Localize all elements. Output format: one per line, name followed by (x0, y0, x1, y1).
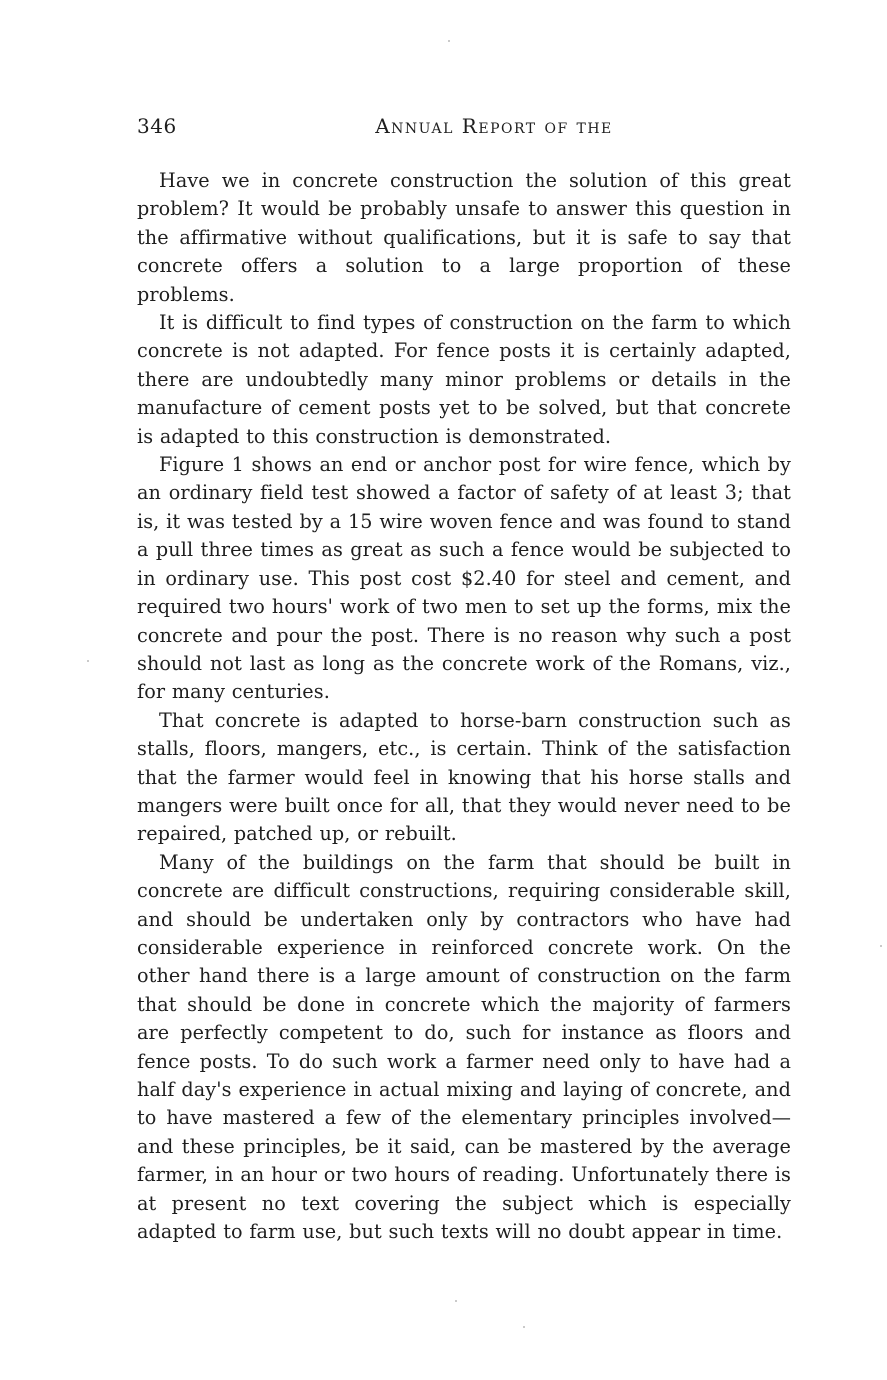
paragraph-farm-buildings: Many of the buildings on the farm that should be built in concrete are difficult constructions, requiring considerable skill, and should be undertaken only by contractors who have had considerable experience in reinforced concrete work. On the other hand there is a large amount of construction on the farm that should be done in concrete which the majority of farmers are perfectly competent to do, such for instance as floors and fence posts. To do such work a farmer need only to have had a half day's experience in actual mixing and laying of concrete, and to have mastered a few of the elementary principles involved—and these principles, be it said, can be mastered by the average farmer, in an hour or two hours of reading. Unfortunately there is at present no text covering the subject which is especially adapted to farm use, but such texts will no doubt appear in time. (137, 850, 791, 1244)
running-title: Annual Report of the (375, 114, 613, 138)
paragraph-horse-barn: That concrete is adapted to horse-barn construction such as stalls, floors, mangers, etc., is certain. Think of the satisfaction that the farmer would feel in knowing that his horse stalls and mangers were built once for all, that they would never need to be repaired, patched up, or rebuilt. (137, 708, 791, 846)
paragraph-concrete-solution: Have we in concrete construction the solution of this great problem? It would be probably unsafe to answer this question in the affirmative without qualifications, but it is safe to say that concrete offers a solution to a large proportion of these problems. (137, 169, 791, 306)
scan-speck (87, 660, 89, 662)
scan-speck (880, 945, 882, 947)
scan-speck (448, 40, 450, 42)
body-text (137, 167, 791, 1246)
scan-speck (523, 1326, 525, 1328)
paragraph-construction-types: It is difficult to find types of construction on the farm to which concrete is not adapted. For fence posts it is certainly adapted, there are undoubtedly many minor problems or details in the manufacture of cement posts yet to be solved, but that concrete is adapted to this construction is demonstrated. (137, 311, 791, 448)
page-number: 346 (137, 114, 177, 138)
running-head (137, 114, 791, 144)
paragraph-anchor-post: Figure 1 shows an end or anchor post for wire fence, which by an ordinary field test showed a factor of safety of at least 3; that is, it was tested by a 15 wire woven fence and was found to stand a pull three times as great as such a fence would be subjected to in ordinary use. This post cost $2.40 for steel and cement, and required two hours' work of two men to set up the forms, mix the concrete and pour the post. There is no reason why such a post should not last as long as the concrete work of the Romans, viz., for many centuries. (137, 453, 791, 704)
scan-speck (455, 1300, 457, 1302)
